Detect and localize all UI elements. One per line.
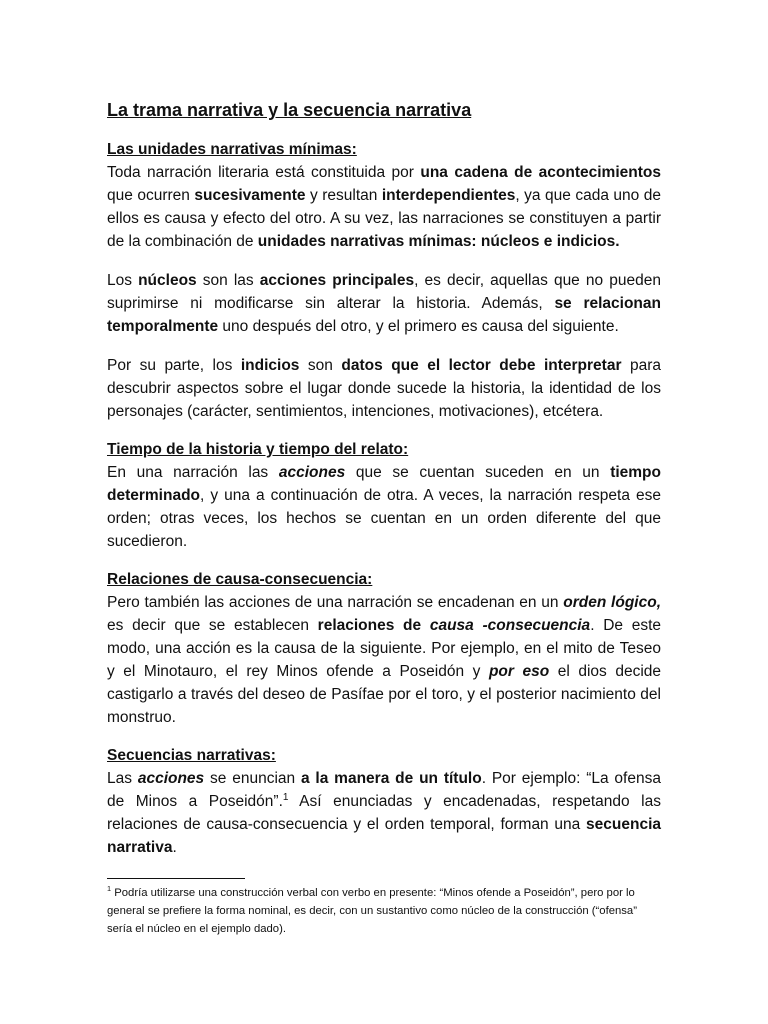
text-run: , ya que cada uno de ellos es causa y efecto del otro. A su vez, las narraciones se constituyen a partir de la combinación de [107,187,661,250]
footnote [107,884,661,938]
text-run: , es decir, aquellas que no pueden suprimirse ni modificarse sin alterar la historia. Además, [107,272,661,312]
emphasis-text: indicios [240,357,300,374]
text-run: Pero también las acciones de una narración se encadenan en un [107,594,564,611]
text-run: que se cuentan suceden en un [345,464,611,481]
text-run: Toda narración literaria está constituida por [107,164,421,181]
emphasis-text: acciones principales [259,272,415,289]
emphasis-text: una cadena de acontecimientos [420,164,661,181]
emphasis-text: relaciones de [317,617,430,634]
text-run: y resultan [305,187,382,204]
emphasis-text: interdependientes [381,187,516,204]
text-run: Así enunciadas y encadenadas, respetando las relaciones de causa-consecuencia y el orden temporal, forman una [107,793,661,833]
body-paragraph [107,161,661,253]
text-run: Los [107,272,139,289]
emphasis-text: unidades narrativas mínimas: núcleos e indicios. [257,233,620,250]
section-heading: Secuencias narrativas: [107,747,276,764]
text-run: Por su parte, los [107,357,241,374]
text-run: son [299,357,342,374]
footnote-reference: 1 [282,791,289,803]
body-paragraph [107,591,661,729]
emphasis-text: orden lógico, [563,594,662,611]
paragraph-gap [107,253,661,269]
emphasis-text: sucesivamente [194,187,306,204]
text-run: . [172,839,177,856]
emphasis-text: por eso [488,663,550,680]
text-run: . De este modo, una acción es la causa de la siguiente. Por ejemplo, en el mito de Teseo y el Minotauro, el rey Minos ofende a Poseidón y [107,617,662,680]
text-run: para descubrir aspectos sobre el lugar donde sucede la historia, la identidad de los personajes (carácter, sentimientos, intenciones, motivaciones), etcétera. [107,357,661,420]
footnote-text: Podría utilizarse una construcción verbal con verbo en presente: “Minos ofende a Poseidón”, pero por lo general se prefiere la forma nominal, es decir, con un sustantivo como núcleo de la construcción (“ofensa” sería el núcleo en el ejemplo dado). [107,887,637,935]
emphasis-text: a la manera de un título [300,770,482,787]
body-paragraph [107,354,661,423]
document-title: La trama narrativa y la secuencia narrativa [107,100,472,120]
text-run: Las [107,770,138,787]
emphasis-text: núcleos [138,272,197,289]
paragraph-gap [107,338,661,354]
emphasis-text: causa -consecuencia [429,617,591,634]
document-sections [107,138,661,859]
text-run: En una narración las [107,464,279,481]
emphasis-text: acciones [278,464,346,481]
text-run: el dios decide castigarlo a través del deseo de Pasífae por el toro, y el posterior nacimiento del monstruo. [107,663,662,726]
section-gap [107,553,661,568]
text-run: que ocurren [107,187,195,204]
text-run: , y una a continuación de otra. A veces, la narración respeta ese orden; otras veces, los hechos se cuentan en un orden diferente del que sucedieron. [107,487,661,550]
emphasis-text: acciones [137,770,205,787]
text-run: se enuncian [204,770,301,787]
emphasis-text: secuencia narrativa [107,816,661,856]
footnote-marker: 1 [107,884,112,894]
body-paragraph [107,461,661,553]
document-body [107,98,661,859]
text-run: son las [196,272,260,289]
body-paragraph [107,767,661,859]
footnote-divider [107,878,245,879]
section-gap [107,423,661,438]
text-run: es decir que se establecen [107,617,318,634]
section-heading: Relaciones de causa-consecuencia: [107,571,373,588]
body-paragraph [107,269,661,338]
section-gap [107,729,661,744]
text-run: uno después del otro, y el primero es causa del siguiente. [218,318,619,335]
text-run: . Por ejemplo: “La ofensa de Minos a Poseidón”. [107,770,661,810]
section-heading: Las unidades narrativas mínimas: [107,141,357,158]
section-heading: Tiempo de la historia y tiempo del relato: [107,441,409,458]
emphasis-text: se relacionan temporalmente [107,295,661,335]
emphasis-text: datos que el lector debe interpretar [341,357,622,374]
emphasis-text: tiempo determinado [107,464,661,504]
